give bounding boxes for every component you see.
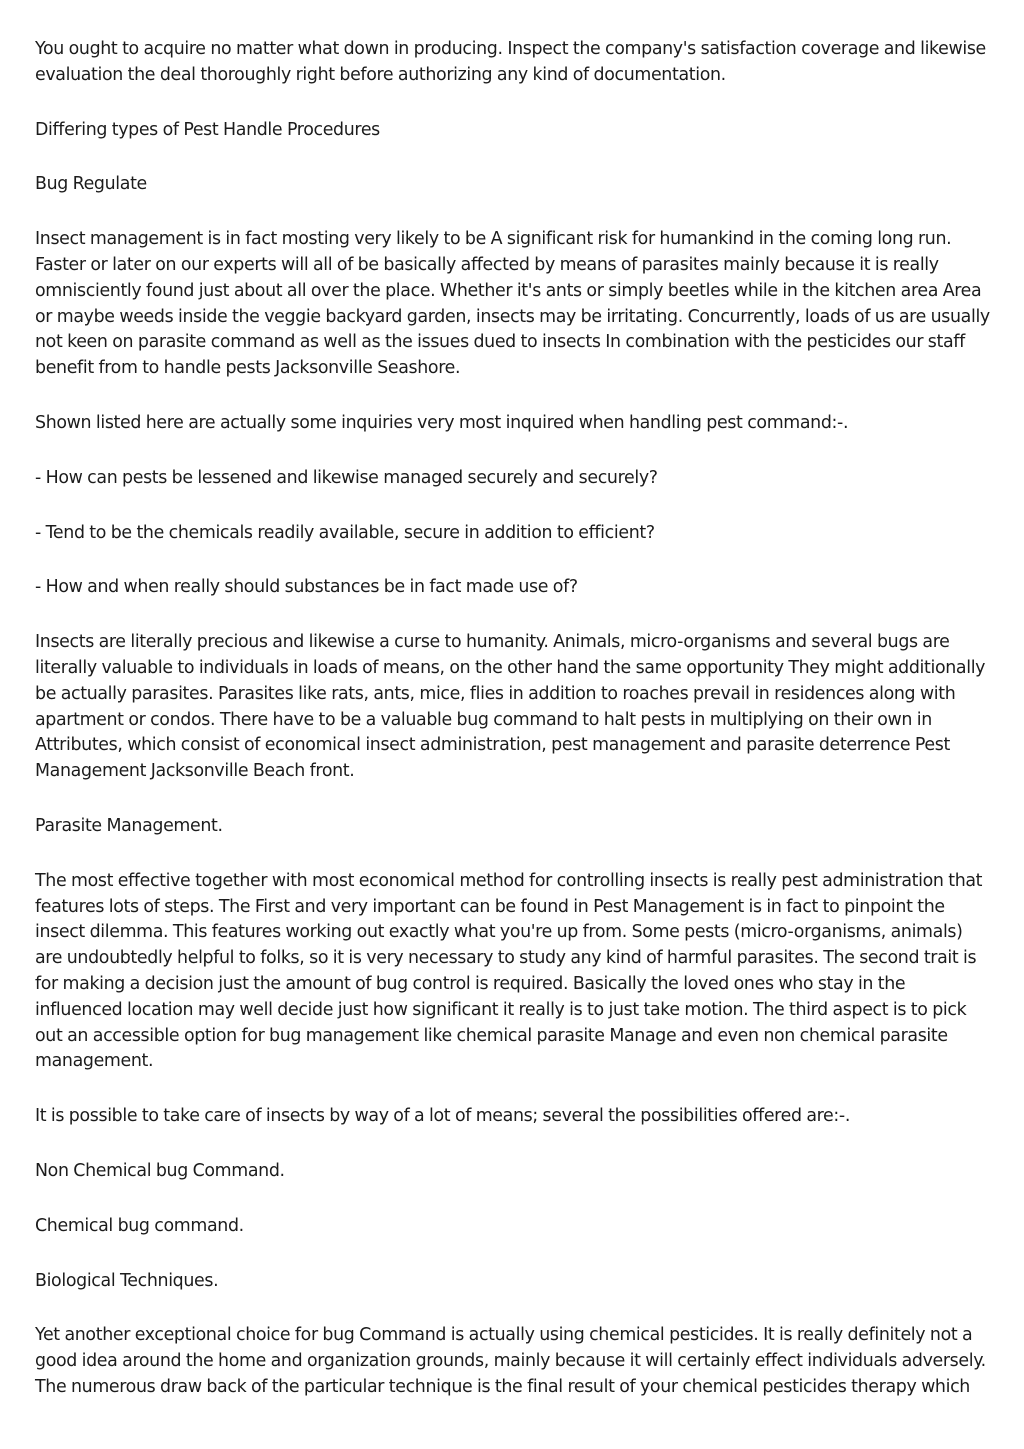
heading-parasite-management: Parasite Management. — [35, 815, 223, 836]
paragraph-insect-management: Insect management is in fact mosting very likely to be A significant risk for humankind in the coming long run. Faster or later on our experts will all of be basically affected by means of parasites mainly because it is really omnisciently found just about all over the place. Whether it's ants or simply beetles while in the kitchen area Area or maybe weeds inside the veggie backyard garden, insects may be irritating. Concurrently, loads of us are usually not keen on parasite command as well as the issues dued to insects In combination with the pesticides our staff benefit from to handle pests Jacksonville Seashore. — [35, 229, 990, 379]
list-item-question-2: - Tend to be the chemicals readily available, secure in addition to efficient? — [35, 522, 655, 543]
option-chemical: Chemical bug command. — [35, 1215, 244, 1236]
paragraph-insects-precious: Insects are literally precious and likewise a curse to humanity. Animals, micro-organisms and several bugs are literally valuable to individuals in loads of means, on the other hand the same opportunity They might additionally be actually parasites. Parasites like rats, ants, mice, flies in addition to roaches prevail in residences along with apartment or condos. There have to be a valuable bug command to halt pests in multiplying on their own in Attributes, which consist of economical insect administration, pest management and parasite deterrence Pest Management Jacksonville Beach front. — [35, 632, 986, 782]
paragraph-possibilities-intro: It is possible to take care of insects by way of a lot of means; several the possibilities offered are:-. — [35, 1106, 851, 1127]
paragraph-most-effective: The most effective together with most economical method for controlling insects is really pest administration that features lots of steps. The First and very important can be found in Pest Management is in fact to pinpoint the insect dilemma. This features working out exactly what you're up from. Some pests (micro-organisms, animals) are undoubtedly helpful to folks, so it is very necessary to study any kind of harmful parasites. The second trait is for making a decision just the amount of bug control is required. Basically the loved ones who stay in the influenced location may well decide just how significant it really is to just take motion. The third aspect is to pick out an accessible option for bug management like chemical parasite Manage and even non chemical parasite management. — [35, 870, 983, 1072]
paragraph-inquiries-intro: Shown listed here are actually some inquiries very most inquired when handling pest command:-. — [35, 412, 849, 433]
list-item-question-1: - How can pests be lessened and likewise managed securely and securely? — [35, 467, 658, 488]
paragraph-chemical-pesticides: Yet another exceptional choice for bug Command is actually using chemical pesticides. It is really definitely not a good idea around the home and organization grounds, mainly because it will certainly effect individuals adversely. The numerous draw back of the particular technique is the final result of your chemical pesticides therapy which — [35, 1325, 986, 1397]
option-biological: Biological Techniques. — [35, 1270, 219, 1291]
heading-pest-handle-procedures: Differing types of Pest Handle Procedures — [35, 119, 380, 140]
heading-bug-regulate: Bug Regulate — [35, 174, 147, 195]
list-item-question-3: - How and when really should substances be in fact made use of? — [35, 577, 578, 598]
paragraph-intro: You ought to acquire no matter what down in producing. Inspect the company's satisfaction coverage and likewise evaluation the deal thoroughly right before authorizing any kind of documentation. — [35, 39, 986, 85]
document-body — [35, 37, 993, 1430]
option-non-chemical: Non Chemical bug Command. — [35, 1160, 285, 1181]
